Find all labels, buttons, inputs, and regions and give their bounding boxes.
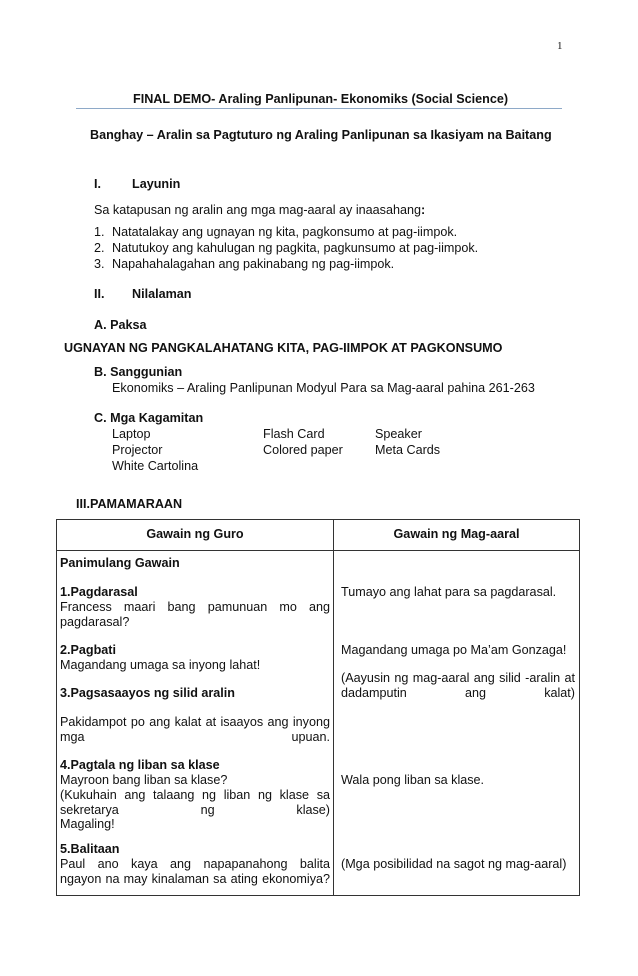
sanggunian-label: B. Sanggunian [94, 365, 183, 379]
material-item: Laptop [112, 427, 151, 441]
objective-num: 2. [94, 241, 105, 255]
objective-text: Natatalakay ang ugnayan ng kita, pagkonsumo at pag-iimpok. [112, 225, 458, 239]
step-title: 4.Pagtala ng liban sa klase [60, 758, 220, 772]
procedure-table [56, 519, 580, 896]
objective-text: Napahahalagahan ang pakinabang ng pag-iimpok. [112, 257, 395, 271]
section1-title: Layunin [132, 177, 181, 191]
step-title: 3.Pagsasaayos ng silid aralin [60, 686, 235, 700]
step-title: 5.Balitaan [60, 842, 120, 856]
step-title: 1.Pagdarasal [60, 585, 138, 599]
step-text: Magandang umaga sa inyong lahat! [60, 658, 261, 672]
table-header-divider [57, 550, 579, 551]
student-response: (Aayusin ng mag-aaral ang silid -aralin at dadamputin ang kalat) [341, 671, 575, 700]
section3-title: III.PAMAMARAAN [76, 497, 183, 511]
student-response: (Mga posibilidad na sagot ng mag-aaral) [341, 857, 567, 871]
step-text: Francess maari bang pamunuan mo ang pagdarasal? [60, 600, 330, 629]
objective-text: Natutukoy ang kahulugan ng pagkita, pagkunsumo at pag-iimpok. [112, 241, 479, 255]
header-title: FINAL DEMO- Araling Panlipunan- Ekonomiks (Social Science) [133, 92, 509, 106]
step-text: (Kukuhain ang talaang ng liban ng klase sa sekretarya ng klase) [60, 788, 330, 817]
material-item: Colored paper [263, 443, 343, 457]
student-response: Tumayo ang lahat para sa pagdarasal. [341, 585, 557, 599]
material-item: Flash Card [263, 427, 325, 441]
step-text: Pakidampot po ang kalat at isaayos ang inyong mga upuan. [60, 715, 330, 744]
section2-numeral: II. [94, 287, 105, 301]
material-item: White Cartolina [112, 459, 199, 473]
topic-title: UGNAYAN NG PANGKALAHATANG KITA, PAG-IIMPOK AT PAGKONSUMO [64, 341, 503, 355]
reference-text: Ekonomiks – Araling Panlipunan Modyul Para sa Mag-aaral pahina 261-263 [112, 381, 535, 395]
objective-num: 3. [94, 257, 105, 271]
subtitle: Banghay – Aralin sa Pagtuturo ng Araling Panlipunan sa Ikasiyam na Baitang [90, 128, 552, 142]
material-item: Projector [112, 443, 163, 457]
step-text: Magaling! [60, 817, 115, 831]
material-item: Meta Cards [375, 443, 441, 457]
table-column-divider [333, 520, 334, 895]
page-number: 1 [557, 40, 563, 52]
objective-num: 1. [94, 225, 105, 239]
student-response: Magandang umaga po Ma’am Gonzaga! [341, 643, 567, 657]
header-teacher: Gawain ng Guro [146, 527, 244, 541]
header-student: Gawain ng Mag-aaral [393, 527, 520, 541]
step-title: 2.Pagbati [60, 643, 116, 657]
section1-intro: Sa katapusan ng aralin ang mga mag-aaral ay inaasahang: [94, 203, 426, 217]
step-text: Mayroon bang liban sa klase? [60, 773, 228, 787]
student-response: Wala pong liban sa klase. [341, 773, 485, 787]
opening-activity: Panimulang Gawain [60, 556, 180, 570]
material-item: Speaker [375, 427, 422, 441]
section1-numeral: I. [94, 177, 101, 191]
kagamitan-label: C. Mga Kagamitan [94, 411, 204, 425]
section2-title: Nilalaman [132, 287, 192, 301]
header-rule [76, 108, 562, 109]
step-text: Paul ano kaya ang napapanahong balita ngayon na may kinalaman sa ating ekonomiya? [60, 857, 330, 886]
paksa-label: A. Paksa [94, 318, 147, 332]
